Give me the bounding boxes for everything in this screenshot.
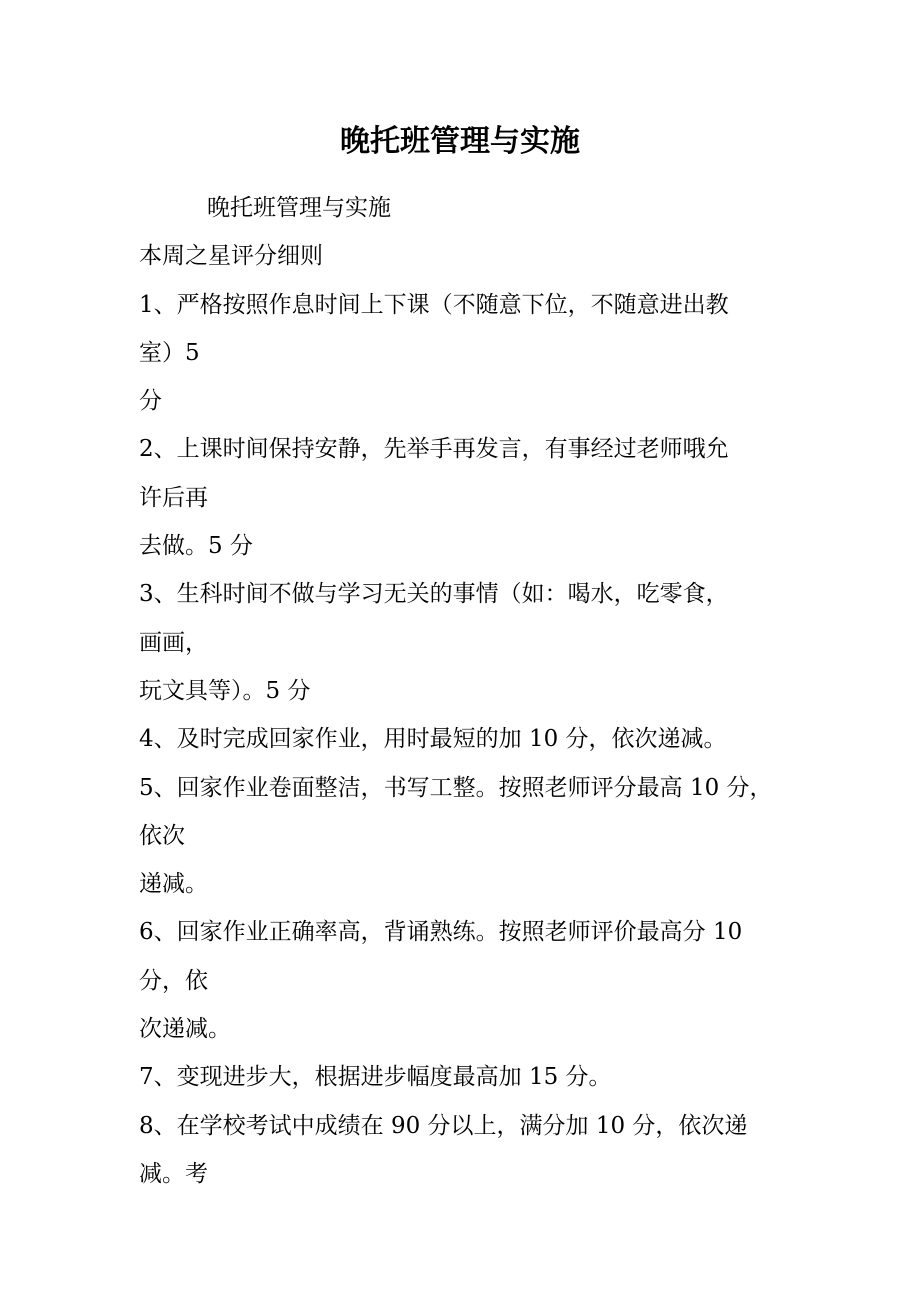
text-line: 次递减。	[139, 1016, 231, 1043]
document-body	[139, 184, 789, 1198]
text-line: 分	[139, 388, 162, 415]
text-line: 去做。5 分	[139, 533, 253, 560]
text-line: 玩文具等）。5 分	[139, 677, 311, 704]
text-line: 分，依	[139, 967, 208, 994]
text-line: 1、严格按照作息时间上下课（不随意下位，不随意进出教	[139, 291, 729, 318]
text-line: 减。考	[139, 1160, 208, 1187]
text-line: 8、在学校考试中成绩在 90 分以上，满分加 10 分，依次递	[139, 1112, 748, 1139]
text-line: 递减。	[139, 871, 208, 898]
document-subtitle: 晚托班管理与实施	[207, 195, 391, 221]
text-line: 6、回家作业正确率高，背诵熟练。按照老师评价最高分 10	[139, 919, 743, 946]
text-line: 依次	[139, 822, 185, 849]
text-line: 5、回家作业卷面整洁，书写工整。按照老师评分最高 10 分，	[139, 774, 773, 801]
text-line: 4、及时完成回家作业，用时最短的加 10 分，依次递减。	[139, 726, 727, 753]
text-line: 7、变现进步大，根据进步幅度最高加 15 分。	[139, 1064, 612, 1091]
text-line: 3、生科时间不做与学习无关的事情（如：喝水，吃零食，	[139, 581, 729, 608]
section-heading: 本周之星评分细则	[139, 243, 323, 270]
text-line: 许后再	[139, 484, 208, 511]
text-line: 2、上课时间保持安静，先举手再发言，有事经过老师哦允	[139, 436, 729, 463]
text-line: 室）5	[139, 339, 200, 366]
text-line: 画画，	[139, 629, 208, 656]
document-title: 晚托班管理与实施	[340, 124, 580, 159]
